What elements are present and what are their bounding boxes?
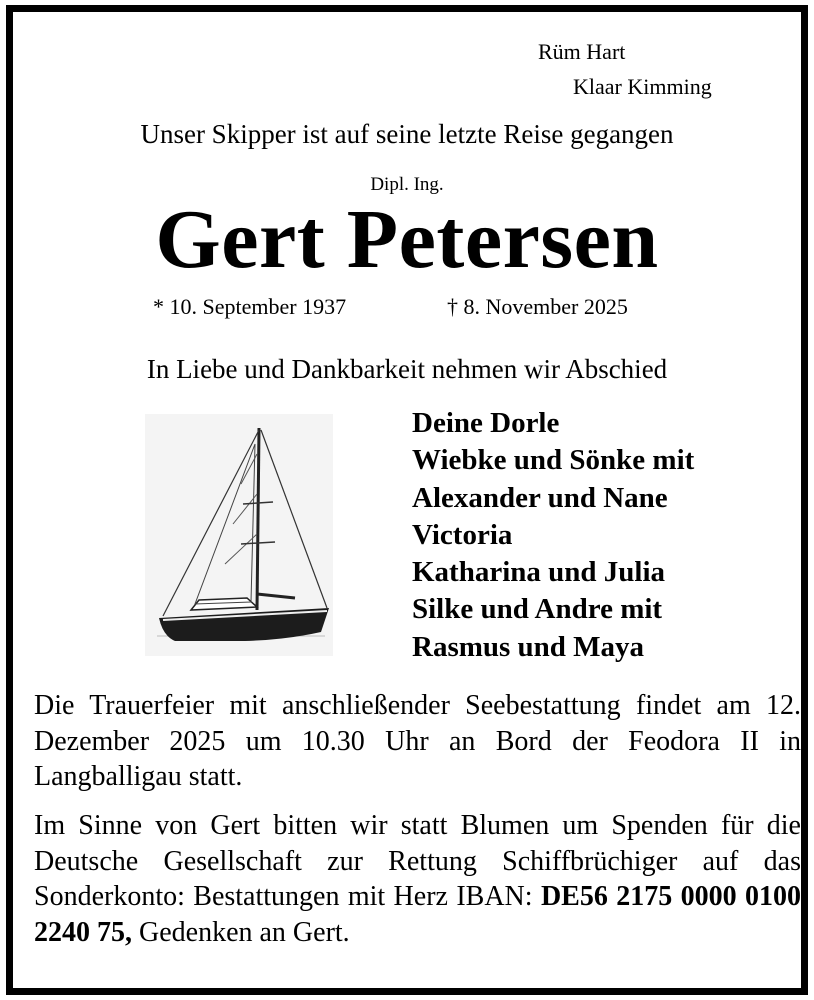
mourner-list <box>412 405 694 666</box>
mourner-name: Rasmus und Maya <box>412 630 645 663</box>
iban-number: DE56 2175 0000 0100 2240 75, <box>34 881 801 948</box>
obituary-card <box>6 5 808 995</box>
donation-paragraph <box>34 808 801 950</box>
intro-text: Unser Skipper ist auf seine letzte Reise gegangen <box>140 119 674 149</box>
service-paragraph: Die Trauerfeier mit anschließender Seebestattung findet am 12. Dezember 2025 um 10.30 Uhr an Bord der Feodora II in Langballigau statt. <box>34 690 801 792</box>
farewell-text: In Liebe und Dankbarkeit nehmen wir Abschied <box>146 354 668 384</box>
mourner-name: Victoria <box>412 518 513 551</box>
mourner-name: Katharina und Julia <box>412 556 666 589</box>
donation-closing: Gedenken an Gert. <box>139 916 350 948</box>
motto-line-1: Rüm Hart <box>538 39 626 64</box>
donation-text: Im Sinne von Gert bitten wir statt Blumen um Spenden für die Deutsche Gesellschaft zur Rettung Schiffbrüchiger auf das Sonderkonto: Bestattungen mit Herz IBAN: <box>34 810 801 912</box>
birth-date: * 10. September 1937 <box>153 294 347 319</box>
mourner-name: Alexander und Nane <box>412 481 668 514</box>
motto-line-2: Klaar Kimming <box>573 74 712 99</box>
sailboat-icon <box>145 414 333 656</box>
mourner-name: Deine Dorle <box>412 407 560 439</box>
death-date: † 8. November 2025 <box>447 294 628 319</box>
deceased-name: Gert Petersen <box>155 193 659 286</box>
mourner-name: Silke und Andre mit <box>412 593 663 626</box>
mourner-name: Wiebke und Sönke mit <box>412 444 695 477</box>
academic-title: Dipl. Ing. <box>370 174 444 195</box>
